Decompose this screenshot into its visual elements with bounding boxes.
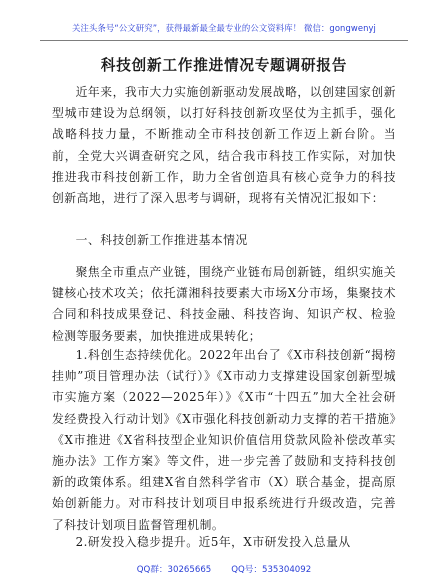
body-paragraph bbox=[52, 262, 396, 347]
body-paragraph bbox=[52, 345, 396, 536]
intro-paragraph bbox=[52, 82, 396, 209]
heading-text: 一、科技创新工作推进基本情况 bbox=[75, 233, 248, 247]
paragraph-text: 2.研发投入稳步提升。近5年，X市研发投入总量从 bbox=[75, 535, 351, 549]
header-note: 关注头条号“公文研究”，获得最新最全最专业的公文资料库！ 微信：gongwenyj bbox=[72, 23, 376, 33]
qq-group-text: QQ群：30265665 bbox=[136, 565, 212, 575]
body-paragraph bbox=[52, 532, 396, 554]
header-divider bbox=[40, 40, 408, 41]
section-heading bbox=[52, 230, 396, 251]
paragraph-text: 聚焦全市重点产业链，围绕产业链布局创新链，组织实施关键核心技术攻关；依托潇湘科技要素大市场X分市场，集聚技术合同和科技成果登记、科技金融、科技咨询、知识产权、检验检测等服务要素，加快推进成果转化； bbox=[52, 265, 396, 343]
document-title: 科技创新工作推进情况专题调研报告 bbox=[100, 57, 348, 74]
footer-contact bbox=[0, 563, 448, 575]
paragraph-text: 近年来，我市大力实施创新驱动发展战略，以创建国家创新型城市建设为总纲领，以打好科技创新攻坚仗为主抓手，强化战略科技力量，不断推动全市科技创新工作迈上新台阶。当前，全党大兴调查研究之风，结合我市科技工作实际，对加快推进我市科技创新工作，助力全省创造具有核心竞争力的科技创新高地，进行了深入思考与调研，现将有关情况汇报如下： bbox=[52, 85, 396, 206]
paragraph-text: 1.科创生态持续优化。2022年出台了《X市科技创新“揭榜挂帅”项目管理办法（试行）》《X市动力支撑建设国家创新型城市实施方案（2022—2025年）》《X市“十四五”加大全社会研发经费投入行动计划》《X市强化科技创新动力支撑的若干措施》《X市推进《X省科技型企业知识价值信用贷款风险补偿改革实施办法》工作方案》等文件，进一步完善了鼓励和支持科技创新的政策体系。组建X省自然科学省市（X）联合基金，提高原始创新能力。对市科技计划项目申报系统进行升级改造，完善了科技计划项目监督管理机制。 bbox=[52, 348, 396, 532]
qq-number-text: QQ号：535304092 bbox=[231, 565, 312, 575]
